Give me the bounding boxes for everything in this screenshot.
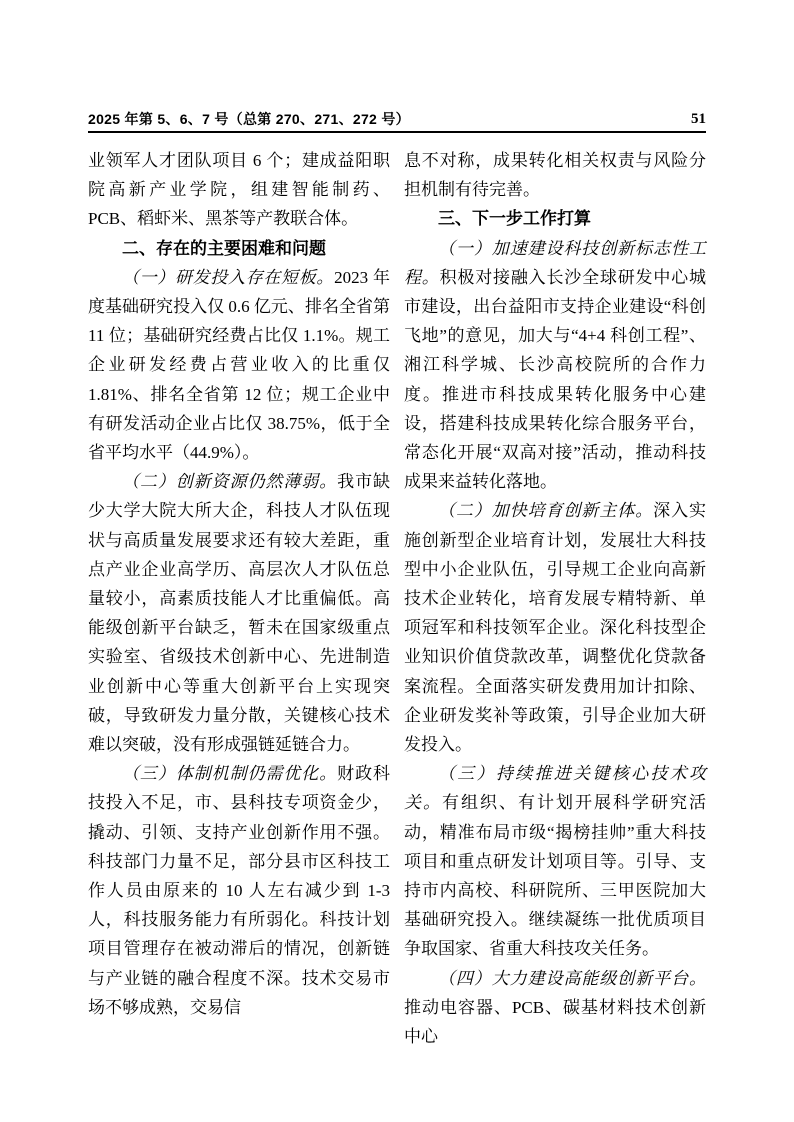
issue-info: 2025 年第 5、6、7 号（总第 270、271、272 号） [88, 111, 410, 127]
paragraph-lead: （三）持续推进关键核心技术攻关。 [404, 764, 706, 813]
section-heading-3: 三、下一步工作打算 [438, 209, 591, 229]
paragraph-lead: （二）加快培育创新主体。 [438, 501, 654, 521]
right-column [404, 146, 706, 1051]
paragraph [88, 467, 390, 759]
section-heading-2: 二、存在的主要困难和问题 [122, 238, 326, 258]
paragraph-lead: （一）加速建设科技创新标志性工程。 [404, 238, 706, 287]
paragraph-continuation: 业领军人才团队项目 6 个；建成益阳职院高新产业学院，组建智能制药、PCB、稻虾米、黑茶等产教联合体。 [88, 151, 390, 229]
paragraph-lead: （四）大力建设高能级创新平台。 [438, 968, 706, 988]
page-header [88, 110, 706, 133]
paragraph-text: 财政科技投入不足，市、县科技专项资金少，撬动、引领、支持产业创新作用不强。科技部门力量不足，部分县市区科技工作人员由原来的 10 人左右减少到 1-3 人，科技服务能力有所弱化。科技计划项目管理存在被动滞后的情况，创新链与产业链的融合程度不深。技术交易市场不够成熟，交易信 [88, 764, 391, 1017]
left-column [88, 146, 390, 1051]
paragraph-text: 深入实施创新型企业培育计划，发展壮大科技型中小企业队伍，引导规工企业向高新技术企业转化，培育发展专精特新、单项冠军和科技领军企业。深化科技型企业知识价值贷款改革，调整优化贷款备案流程。全面落实研发费用加计扣除、企业研发奖补等政策，引导企业加大研发投入。 [404, 501, 707, 755]
content-columns [88, 146, 706, 1051]
paragraph [404, 964, 706, 1052]
paragraph [88, 263, 390, 467]
paragraph-text: 2023 年度基础研究投入仅 0.6 亿元、排名全省第 11 位；基础研究经费占比仅 1.1%。规工企业研发经费占营业收入的比重仅 1.81%、排名全省第 12 位；规工企业中有研发活动企业占比仅 38.75%，低于全省平均水平（44.9%）。 [88, 267, 391, 463]
paragraph-lead: （三）体制机制仍需优化。 [122, 764, 338, 784]
paragraph-text: 我市缺少大学大院大所大企，科技人才队伍现状与高质量发展要求还有较大差距，重点产业企业高学历、高层次人才队伍总量较小，高素质技能人才比重偏低。高能级创新平台缺乏，暂未在国家级重点实验室、省级技术创新中心、先进制造业创新中心等重大创新平台上实现突破，导致研发力量分散，关键核心技术难以突破，没有形成强链延链合力。 [88, 472, 391, 755]
paragraph-lead: （一）研发投入存在短板。 [122, 267, 335, 287]
paragraph [404, 496, 706, 759]
paragraph [88, 759, 390, 1022]
paragraph-text: 积极对接融入长沙全球研发中心城市建设，出台益阳市支持企业建设“科创飞地”的意见，加大与“4+4 科创工程”、湘江科学城、长沙高校院所的合作力度。推进市科技成果转化服务中心建设，搭建科技成果转化综合服务平台，常态化开展“双高对接”活动，推动科技成果来益转化落地。 [404, 267, 706, 492]
paragraph-text: 推动电容器、PCB、碳基材料技术创新中心 [404, 997, 706, 1047]
paragraph-lead: （二）创新资源仍然薄弱。 [122, 472, 338, 492]
paragraph [404, 234, 706, 497]
paragraph-continuation: 息不对称，成果转化相关权责与风险分担机制有待完善。 [404, 151, 706, 200]
paragraph [404, 759, 706, 963]
paragraph-text: 有组织、有计划开展科学研究活动，精准布局市级“揭榜挂帅”重大科技项目和重点研发计划项目等。引导、支持市内高校、科研院所、三甲医院加大基础研究投入。继续凝练一批优质项目争取国家、省重大科技攻关任务。 [404, 793, 706, 959]
page-number: 51 [691, 111, 706, 127]
